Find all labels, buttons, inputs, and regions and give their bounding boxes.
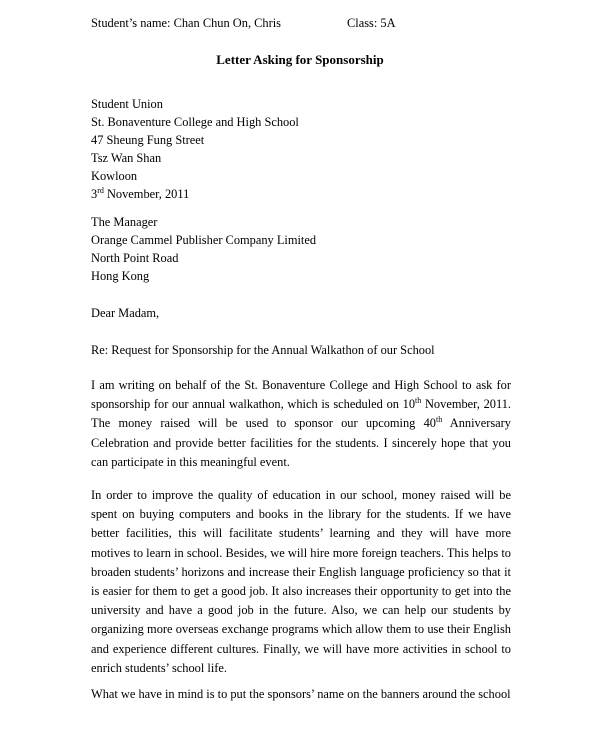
salutation: Dear Madam, — [91, 306, 160, 320]
subject-line: Re: Request for Sponsorship for the Annual Walkathon of our School — [91, 343, 435, 357]
sender-line: Student Union — [91, 97, 163, 111]
recipient-line: Hong Kong — [91, 269, 150, 283]
paragraph-1 — [91, 376, 511, 472]
sender-address — [91, 95, 511, 203]
recipient-address — [91, 213, 511, 285]
superscript: th — [435, 415, 443, 425]
date-suffix: rd — [97, 185, 104, 195]
sender-line: Kowloon — [91, 169, 138, 183]
paragraph-3: What we have in mind is to put the sponsors’ name on the banners around the school — [91, 687, 511, 701]
paragraph-2: In order to improve the quality of education in our school, money raised will be spent on buying computers and books in the library for the students. If we have better facilities, this will facilitate students’ learning and they will have more motives to learn in school. Besides, we will hire more foreign teachers. This helps to broaden students’ horizons and increase their English language proficiency so that it is easier for them to get a good job. It also increases their opportunity to get into the university and have a good job in the future. Also, we can help our students by organizing more overseas exchange programs which allow them to use their English and experience different cultures. Finally, we will have more activities in school to enrich students’ school life. — [91, 488, 511, 675]
header — [91, 13, 511, 33]
superscript: th — [415, 396, 422, 406]
paragraph-1-part-1: I am writing on behalf of the St. Bonaventure College and High School to ask for sponsorship for our annual walkathon, which is scheduled on 10 — [91, 378, 511, 412]
sender-line: 47 Sheung Fung Street — [91, 133, 205, 147]
recipient-line: North Point Road — [91, 251, 179, 265]
paragraph-1-part-2: November, 2011. The money raised will be used to sponsor our upcoming 40 — [91, 397, 511, 431]
date-day: 3 — [91, 187, 98, 201]
letter-date — [91, 185, 511, 203]
date-rest: November, 2011 — [103, 187, 190, 201]
recipient-line: The Manager — [91, 215, 158, 229]
paragraph-1-part-3: Anniversary Celebration and provide better facilities for the students. I sincerely hope that you can participate in this meaningful event. — [91, 416, 511, 469]
student-name: Student’s name: Chan Chun On, Chris — [91, 16, 281, 30]
sender-line: Tsz Wan Shan — [91, 151, 162, 165]
letter-title: Letter Asking for Sponsorship — [216, 52, 384, 67]
class-label: Class: 5A — [347, 16, 396, 30]
sender-line: St. Bonaventure College and High School — [91, 115, 299, 129]
recipient-line: Orange Cammel Publisher Company Limited — [91, 233, 317, 247]
